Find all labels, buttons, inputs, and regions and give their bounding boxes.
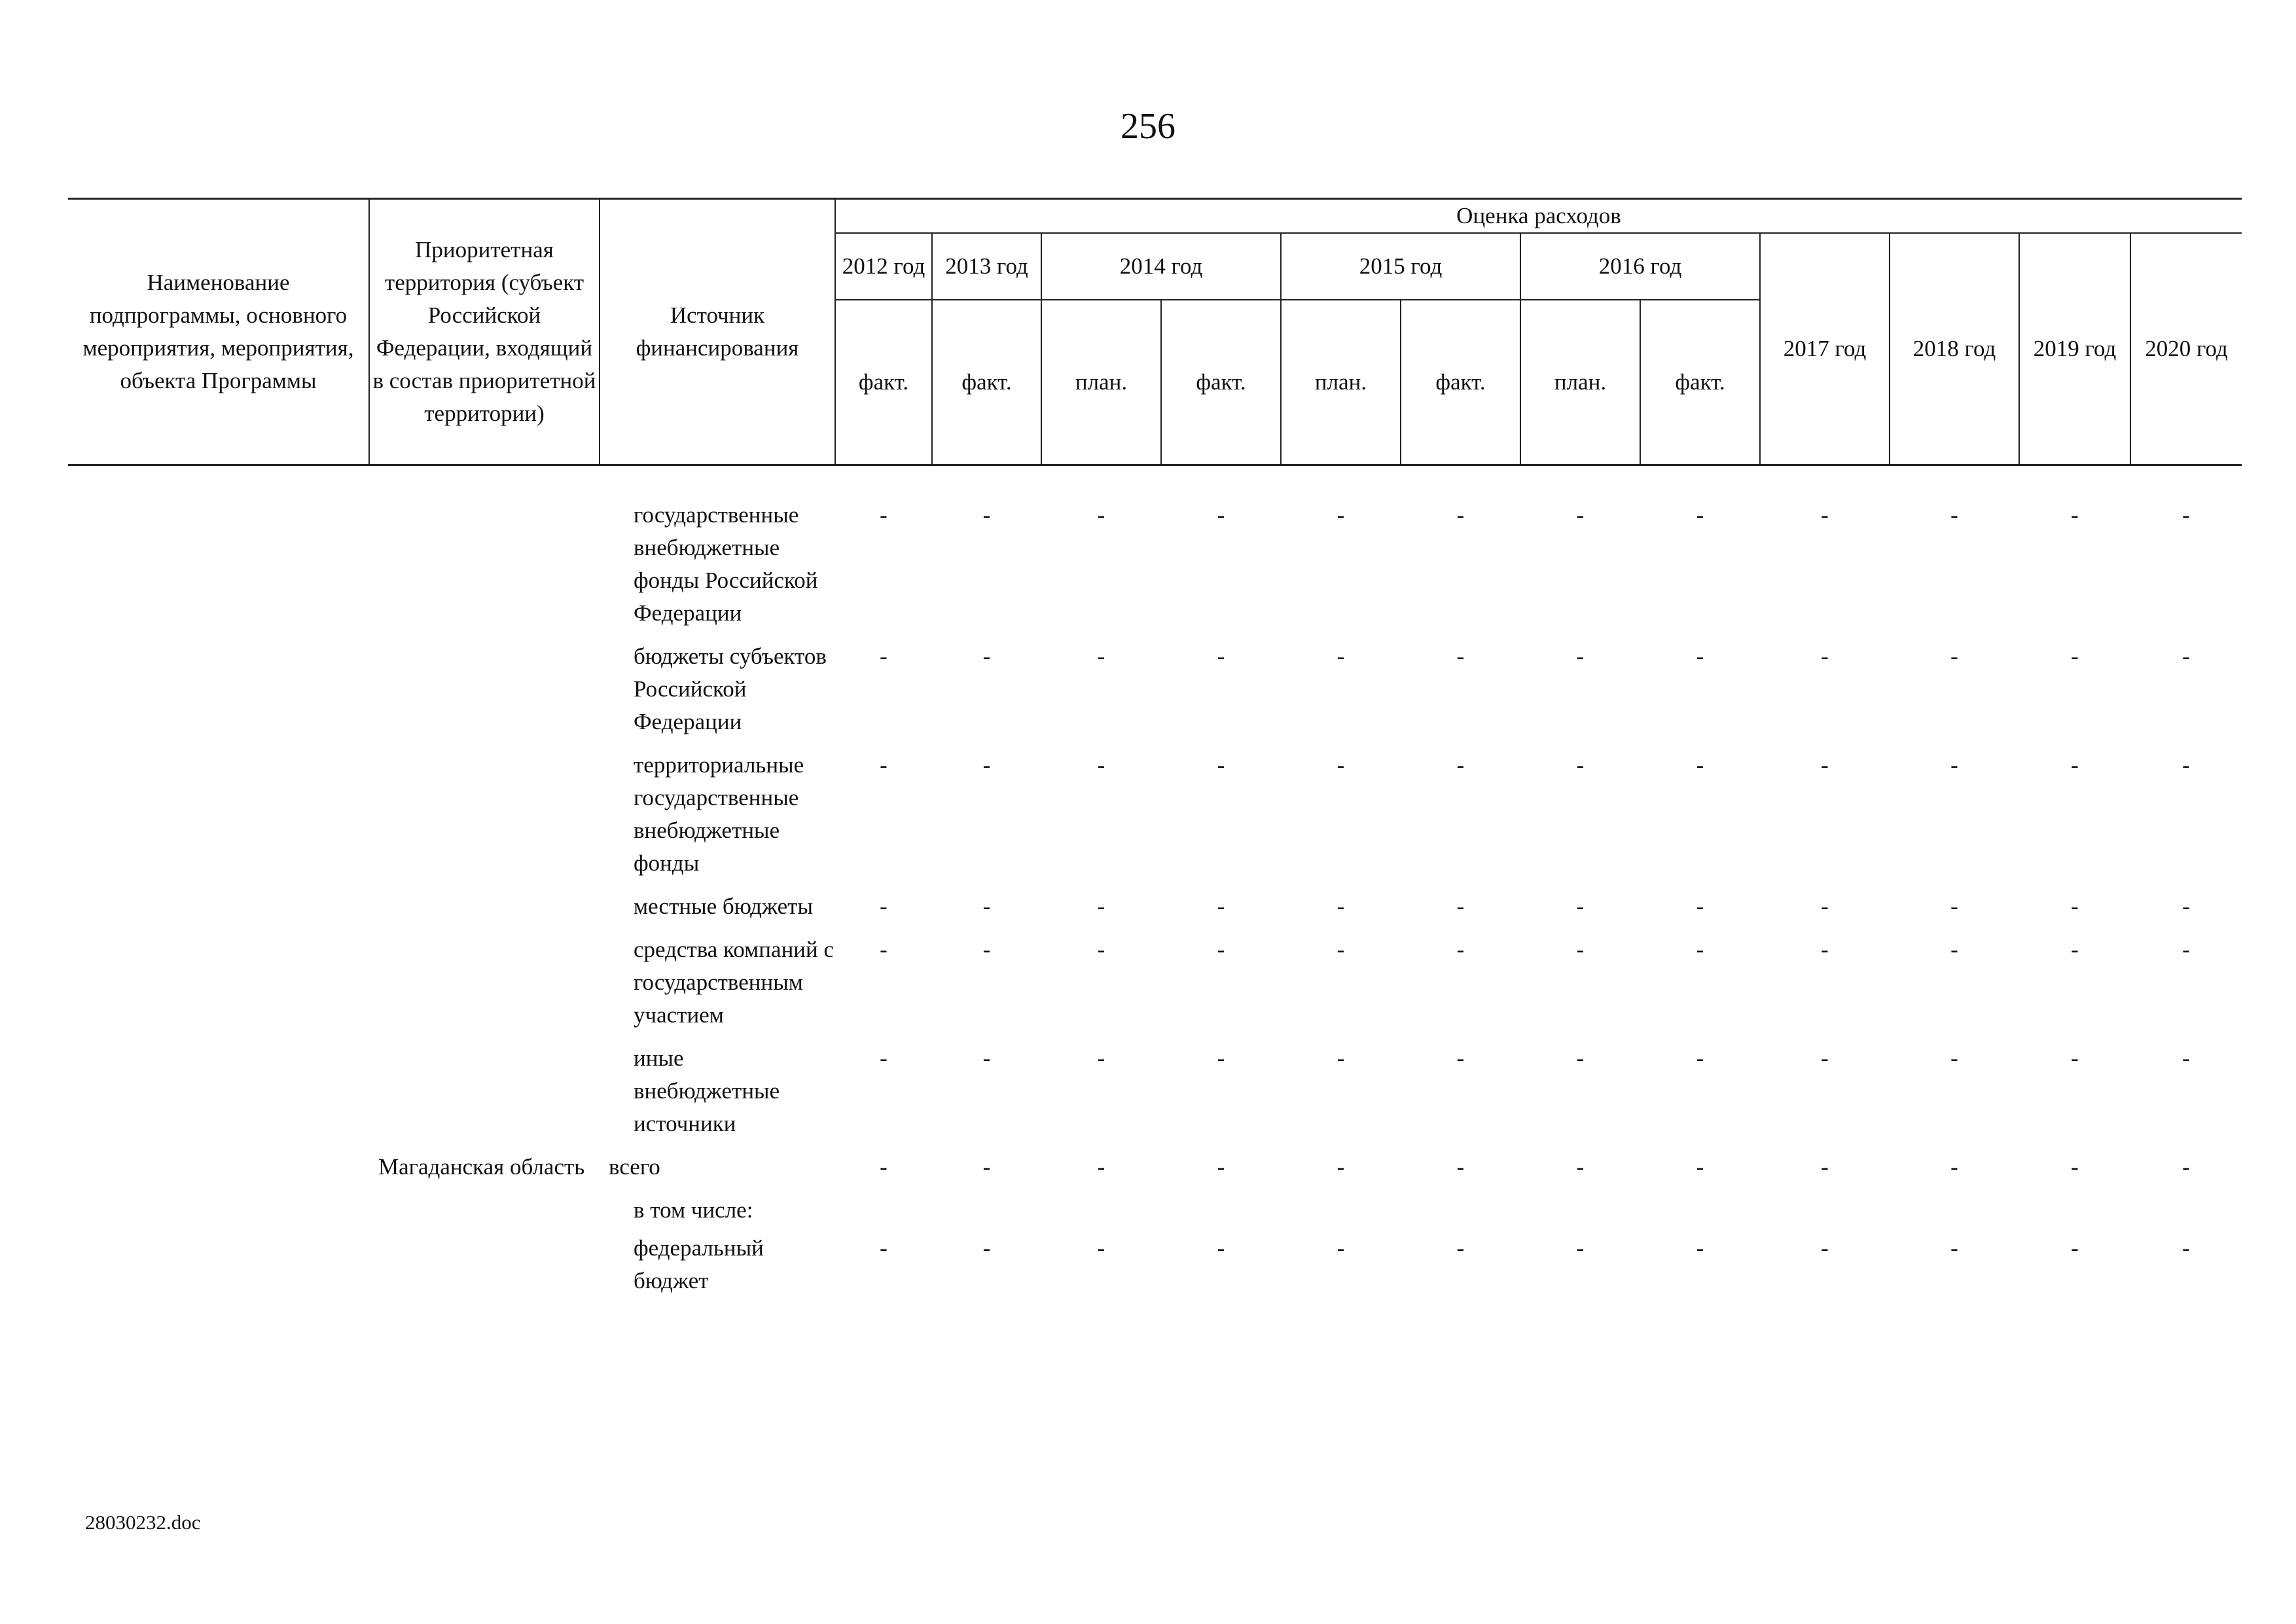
row-value: - xyxy=(1456,1045,1465,1071)
row-value: - xyxy=(2182,752,2190,778)
row-value: - xyxy=(2182,502,2190,528)
header-2020: 2020 год xyxy=(2130,233,2242,465)
row-value: - xyxy=(2071,502,2079,528)
row-value xyxy=(1520,1194,1640,1232)
row-territory xyxy=(369,1232,600,1308)
header-2012-fact: факт. xyxy=(835,300,932,465)
row-value: - xyxy=(1950,893,1958,919)
row-value: - xyxy=(1336,752,1345,778)
row-territory xyxy=(369,640,600,749)
table-row xyxy=(68,1194,2242,1232)
row-value: - xyxy=(1950,502,1958,528)
row-value xyxy=(2019,1194,2130,1232)
row-value: - xyxy=(1336,643,1345,669)
row-value: - xyxy=(1696,1045,1704,1071)
row-value: - xyxy=(2182,643,2190,669)
row-value: - xyxy=(1456,1235,1465,1261)
table-row xyxy=(68,1151,2242,1194)
row-value: - xyxy=(880,643,888,669)
row-value: - xyxy=(1821,752,1829,778)
row-territory xyxy=(369,749,600,890)
row-value: - xyxy=(1576,752,1585,778)
row-value: - xyxy=(2071,1045,2079,1071)
header-2016: 2016 год xyxy=(1520,233,1760,300)
row-value: - xyxy=(1576,893,1585,919)
row-name-cell xyxy=(68,640,369,749)
row-name-cell xyxy=(68,933,369,1042)
row-value: - xyxy=(982,502,991,528)
row-value: - xyxy=(1336,937,1345,962)
header-2017: 2017 год xyxy=(1760,233,1890,465)
row-value xyxy=(1281,1194,1401,1232)
row-value: - xyxy=(2182,1154,2190,1180)
row-value: - xyxy=(1217,643,1225,669)
table-row xyxy=(68,749,2242,890)
row-value: - xyxy=(1217,893,1225,919)
row-value: - xyxy=(1336,893,1345,919)
row-name-cell xyxy=(68,499,369,640)
row-name-cell xyxy=(68,1194,369,1232)
header-2014-fact: факт. xyxy=(1161,300,1281,465)
row-value: - xyxy=(1336,1045,1345,1071)
row-value: - xyxy=(1696,502,1704,528)
row-territory xyxy=(369,890,600,933)
row-value: - xyxy=(1456,1154,1465,1180)
row-value: - xyxy=(1696,893,1704,919)
row-value: - xyxy=(1821,937,1829,962)
row-value: - xyxy=(982,643,991,669)
row-value: - xyxy=(1217,502,1225,528)
table-row xyxy=(68,1042,2242,1151)
row-territory xyxy=(369,499,600,640)
header-2014-plan: план. xyxy=(1041,300,1161,465)
row-value: - xyxy=(1336,1154,1345,1180)
row-value: - xyxy=(1456,893,1465,919)
row-value: - xyxy=(1097,937,1105,962)
row-territory xyxy=(369,933,600,1042)
row-value: - xyxy=(1097,1235,1105,1261)
table-row xyxy=(68,890,2242,933)
row-name-cell xyxy=(68,1151,369,1194)
row-value: - xyxy=(1950,1045,1958,1071)
row-value: - xyxy=(880,502,888,528)
table-body xyxy=(68,465,2242,1308)
row-value xyxy=(1640,1194,1760,1232)
row-value: - xyxy=(1217,1154,1225,1180)
row-value xyxy=(835,1194,932,1232)
row-value: - xyxy=(1456,502,1465,528)
row-value: - xyxy=(1336,502,1345,528)
header-2013-fact: факт. xyxy=(932,300,1041,465)
row-value: - xyxy=(1950,752,1958,778)
row-name-cell xyxy=(68,1232,369,1308)
table-row xyxy=(68,640,2242,749)
row-value: - xyxy=(1696,937,1704,962)
row-value: - xyxy=(2182,893,2190,919)
header-2018: 2018 год xyxy=(1890,233,2019,465)
row-value xyxy=(2130,1194,2242,1232)
row-value xyxy=(1161,1194,1281,1232)
row-value: - xyxy=(1821,1045,1829,1071)
row-value xyxy=(1041,1194,1161,1232)
row-value: - xyxy=(1821,893,1829,919)
row-value: - xyxy=(1950,643,1958,669)
row-value: - xyxy=(1456,752,1465,778)
row-source: местные бюджеты xyxy=(634,893,813,919)
table-row xyxy=(68,1232,2242,1308)
header-2016-plan: план. xyxy=(1520,300,1640,465)
header-territory: Приоритетная территория (субъект Российской Федерации, входящий в состав приоритетной территории) xyxy=(369,199,600,465)
row-value: - xyxy=(1576,1045,1585,1071)
table-row xyxy=(68,933,2242,1042)
row-value: - xyxy=(2182,937,2190,962)
row-value: - xyxy=(1217,752,1225,778)
row-value: - xyxy=(2071,643,2079,669)
row-value: - xyxy=(1696,752,1704,778)
row-value: - xyxy=(1821,643,1829,669)
row-value: - xyxy=(880,937,888,962)
header-2014: 2014 год xyxy=(1041,233,1281,300)
row-value: - xyxy=(2071,1235,2079,1261)
row-value: - xyxy=(1696,1154,1704,1180)
row-source: бюджеты субъектов Российской Федерации xyxy=(634,643,827,734)
row-name-cell xyxy=(68,1042,369,1151)
row-value: - xyxy=(1097,643,1105,669)
row-value: - xyxy=(2071,1154,2079,1180)
row-value: - xyxy=(2182,1045,2190,1071)
row-value: - xyxy=(880,1235,888,1261)
header-expenses-group: Оценка расходов xyxy=(835,199,2242,234)
row-value: - xyxy=(1696,643,1704,669)
expenses-table xyxy=(68,198,2242,1308)
row-value: - xyxy=(1576,643,1585,669)
row-value: - xyxy=(1950,1154,1958,1180)
row-value: - xyxy=(1576,937,1585,962)
row-value: - xyxy=(1097,1045,1105,1071)
header-2015-plan: план. xyxy=(1281,300,1401,465)
row-value: - xyxy=(880,1045,888,1071)
row-value: - xyxy=(1217,937,1225,962)
row-value xyxy=(1760,1194,1890,1232)
row-value: - xyxy=(880,1154,888,1180)
row-value: - xyxy=(1456,643,1465,669)
row-name-cell xyxy=(68,749,369,890)
row-value: - xyxy=(1696,1235,1704,1261)
row-value: - xyxy=(880,752,888,778)
row-source: средства компаний с государственным участием xyxy=(634,937,834,1028)
row-source: иные внебюджетные источники xyxy=(634,1045,780,1136)
header-name: Наименование подпрограммы, основного мероприятия, мероприятия, объекта Программы xyxy=(68,199,369,465)
header-2015-fact: факт. xyxy=(1401,300,1520,465)
header-2012: 2012 год xyxy=(835,233,932,300)
row-value: - xyxy=(2182,1235,2190,1261)
row-territory: Магаданская область xyxy=(378,1154,585,1180)
row-source: федеральный бюджет xyxy=(634,1235,764,1293)
row-value: - xyxy=(1576,502,1585,528)
row-value: - xyxy=(1097,752,1105,778)
row-value: - xyxy=(1456,937,1465,962)
row-value: - xyxy=(1821,1235,1829,1261)
row-value: - xyxy=(1217,1235,1225,1261)
row-value: - xyxy=(1097,502,1105,528)
row-value: - xyxy=(1576,1235,1585,1261)
row-value: - xyxy=(1097,893,1105,919)
row-value xyxy=(1401,1194,1520,1232)
row-name-cell xyxy=(68,890,369,933)
row-territory xyxy=(369,1042,600,1151)
header-2016-fact: факт. xyxy=(1640,300,1760,465)
header-2013: 2013 год xyxy=(932,233,1041,300)
row-source: в том числе: xyxy=(634,1197,753,1223)
row-value: - xyxy=(880,893,888,919)
row-source: территориальные государственные внебюджетные фонды xyxy=(634,752,804,876)
row-value: - xyxy=(982,937,991,962)
row-value: - xyxy=(2071,937,2079,962)
row-value: - xyxy=(982,1045,991,1071)
row-value: - xyxy=(982,1154,991,1180)
row-value: - xyxy=(982,1235,991,1261)
row-value: - xyxy=(1821,502,1829,528)
row-value xyxy=(932,1194,1041,1232)
row-value: - xyxy=(2071,893,2079,919)
header-source: Источник финансирования xyxy=(600,199,835,465)
row-value: - xyxy=(1576,1154,1585,1180)
row-value: - xyxy=(1821,1154,1829,1180)
row-value: - xyxy=(1950,937,1958,962)
row-value: - xyxy=(1336,1235,1345,1261)
row-value xyxy=(1890,1194,2019,1232)
table-row xyxy=(68,499,2242,640)
row-source: государственные внебюджетные фонды Российской Федерации xyxy=(634,502,818,626)
page-number: 256 xyxy=(1121,106,1175,147)
row-value: - xyxy=(1950,1235,1958,1261)
row-value: - xyxy=(2071,752,2079,778)
header-2015: 2015 год xyxy=(1281,233,1520,300)
row-territory xyxy=(369,1194,600,1232)
header-2019: 2019 год xyxy=(2019,233,2130,465)
row-value: - xyxy=(982,893,991,919)
row-value: - xyxy=(1217,1045,1225,1071)
row-value: - xyxy=(1097,1154,1105,1180)
footer-file-name: 28030232.doc xyxy=(85,1511,201,1534)
row-value: - xyxy=(982,752,991,778)
row-source: всего xyxy=(609,1154,660,1180)
